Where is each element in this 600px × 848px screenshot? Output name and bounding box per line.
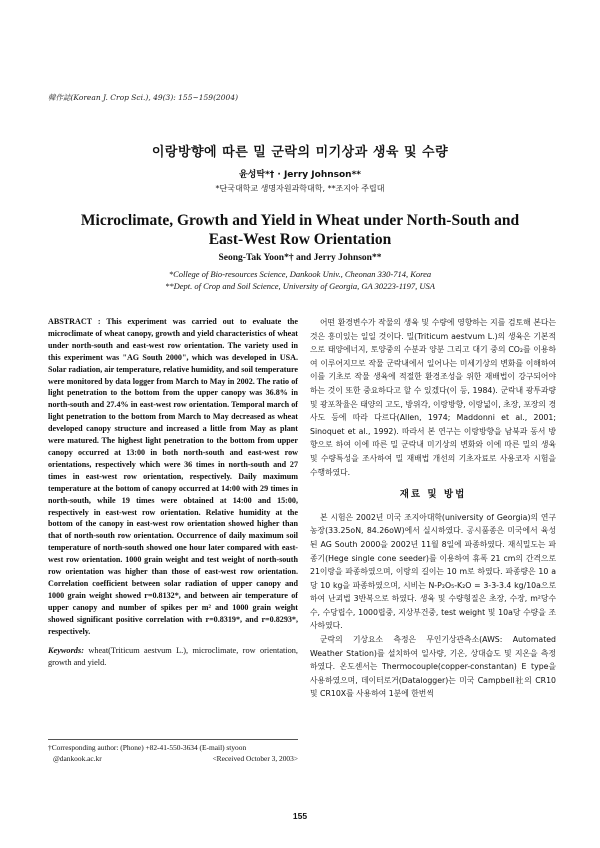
english-title-line1: Microclimate, Growth and Yield in Wheat under North-South and xyxy=(80,212,520,229)
footnote-corresponding: †Corresponding author: (Phone) +82-41-550-3634 (E-mail) styoon xyxy=(48,743,247,752)
footnote xyxy=(48,743,298,764)
korean-authors: 윤성탁*† · Jerry Johnson** xyxy=(238,170,361,180)
section-heading-methods: 재료 및 방법 xyxy=(399,489,467,501)
english-title xyxy=(0,211,600,249)
footnote-email-domain: @dankook.ac.kr xyxy=(53,753,102,763)
english-affiliation-line1: *College of Bio-resources Science, Dankook Univ., Cheonan 330-714, Korea xyxy=(168,269,432,279)
english-authors: Seong-Tak Yoon*† and Jerry Johnson** xyxy=(218,253,382,263)
page-number: 155 xyxy=(292,811,308,821)
korean-affiliation: *단국대학교 생명자원과학대학, **조지아 주립대 xyxy=(215,184,385,193)
keywords xyxy=(48,645,298,668)
methods-paragraph-1: 본 시험은 2002년 미국 조지아대학(university of Georgia)의 연구농장(33.25oN, 84.26oW)에서 실시하였다. 공시품종은 미국에서 육성된 AG South 2000을 2002년 11월 8일에 파종하였다. 재식밀도는 파종기(Hege single cone seeder)를 이용하여 휴폭 21 cm의 간격으로 21이랑을 파종하였으며, 이랑의 길이는 10 m로 하였다. 파종량은 10 a당 10 kg을 파종하였으며, 시비는 N-P₂O₅-K₂O = 3-3-3.4 kg/10a으로 하여 난괴법 3반복으로 하였다. 생육 및 수량형질은 초장, 수장, m²당수수, 수당립수, 1000립중, 지상부건중, test weight 및 10a당 수량을 조사하였다. xyxy=(310,512,556,631)
left-column xyxy=(48,316,298,668)
right-column xyxy=(310,316,556,701)
methods-paragraph-2: 군락의 기상요소 측정은 무인기상관측소(AWS: Automated Weather Station)를 설치하여 일사량, 기온, 상대습도 및 지온을 측정하였다. 온도센서는 Thermocouple(copper-constantan) E type을 사용하였으며, 데이터로거(Datalogger)는 미국 Campbell社의 CR10 및 CR10X를 사용하여 1분에 한번씩 xyxy=(310,635,556,699)
intro-paragraph: 어떤 환경변수가 작물의 생육 및 수량에 영향하는 지를 검토해 본다는 것은 흥미있는 일일 것이다. 밀(Triticum aestvum L.)의 생육은 기본적으로 태양에너지, 토양중의 수분과 양분 그리고 대기 중의 CO₂를 이용하여 이루어지므로 작물 군락내에서 일어나는 미세기상의 변화를 이해하여 이를 기초로 작물 생육에 적절한 환경조성을 위한 재배법이 강구되어야 하는 것이 또한 중요하다고 할 수 있겠다(이 등, 1984). 군락내 광투과량 및 광포착율은 태양의 고도, 방위각, 이랑방향, 이랑넓이, 초장, 포장의 경사도 등에 따라 다르다(Allen, 1974; Maddonni et al., 2001; Sinoquet et al., 1992). 따라서 본 연구는 이랑방향을 남북과 동서 방향으로 하여 이에 따른 밀 군락내 미기상의 변화와 이에 따른 밀의 생육 및 수량특성을 조사하여 밀 재배법 개선의 기초자료로 사용코자 시험을 수행하였다. xyxy=(310,318,556,477)
journal-citation: 韓作誌(Korean J. Crop Sci.), 49(3): 155~159(2004) xyxy=(48,93,239,102)
english-affiliation xyxy=(0,268,600,292)
keywords-text: wheat(Triticum aestvum L.), microclimate, row orientation, growth and yield. xyxy=(48,646,298,667)
keywords-label: Keywords: xyxy=(48,646,84,656)
english-title-line2: East-West Row Orientation xyxy=(208,231,392,248)
english-affiliation-line2: **Dept. of Crop and Soil Science, University of Georgia, GA 30223-1197, USA xyxy=(165,281,435,291)
abstract-text: ABSTRACT : This experiment was carried out to evaluate the microclimate of wheat canopy, growth and yield characteristics of wheat under north-south and east-west row orientation. The variety used in this experiment was "AG South 2000", which was developed in USA. Solar radiation, air temperature, relative humidity, and soil temperature were monitored by data logger from March to May in 2002. The ratio of light penetration to the bottom from the upper canopy was 36.8% in north-south and 27.4% in east-west row orientation. Temporal march of light penetration to the bottom from March to May decreased as wheat developed canopy structure and increased a little from May as plant were matured. The highest light penetration to the bottom from upper canopy occurred at 13:00 in both north-south and east-west row orientations, respectively which were 36 times in north-south and 27 times in east-west row orientation, respectively. Daily maximum temperature at the bottom of canopy occurred at 14:00 with 29 times in north-south, while 19 times were obtained at 14:00 and 15:00, respectively in east-west row orientation. Relative humidity at the bottom of the canopy in east-west row orientation showed higher than that of north-south row orientation. Occurrence of daily maximum soil temperature of north-south showed one hour later compared with east-west row orientation. 1000 grain weight and test weight of north-south row orientation was higher than those of east-west row orientation. Correlation coefficient between solar radiation of upper canopy and 1000 grain weight showed r=0.8132*, and between air temperature of upper canopy and number of spikes per m² and 1000 grain weight showed significant positive correlation with r=0.8319*, and r=0.8293*, respectively. xyxy=(48,317,298,636)
footnote-divider xyxy=(48,739,298,740)
footnote-received: <Received October 3, 2003> xyxy=(212,753,298,763)
korean-title: 이랑방향에 따른 밀 군락의 미기상과 생육 및 수량 xyxy=(151,145,449,160)
